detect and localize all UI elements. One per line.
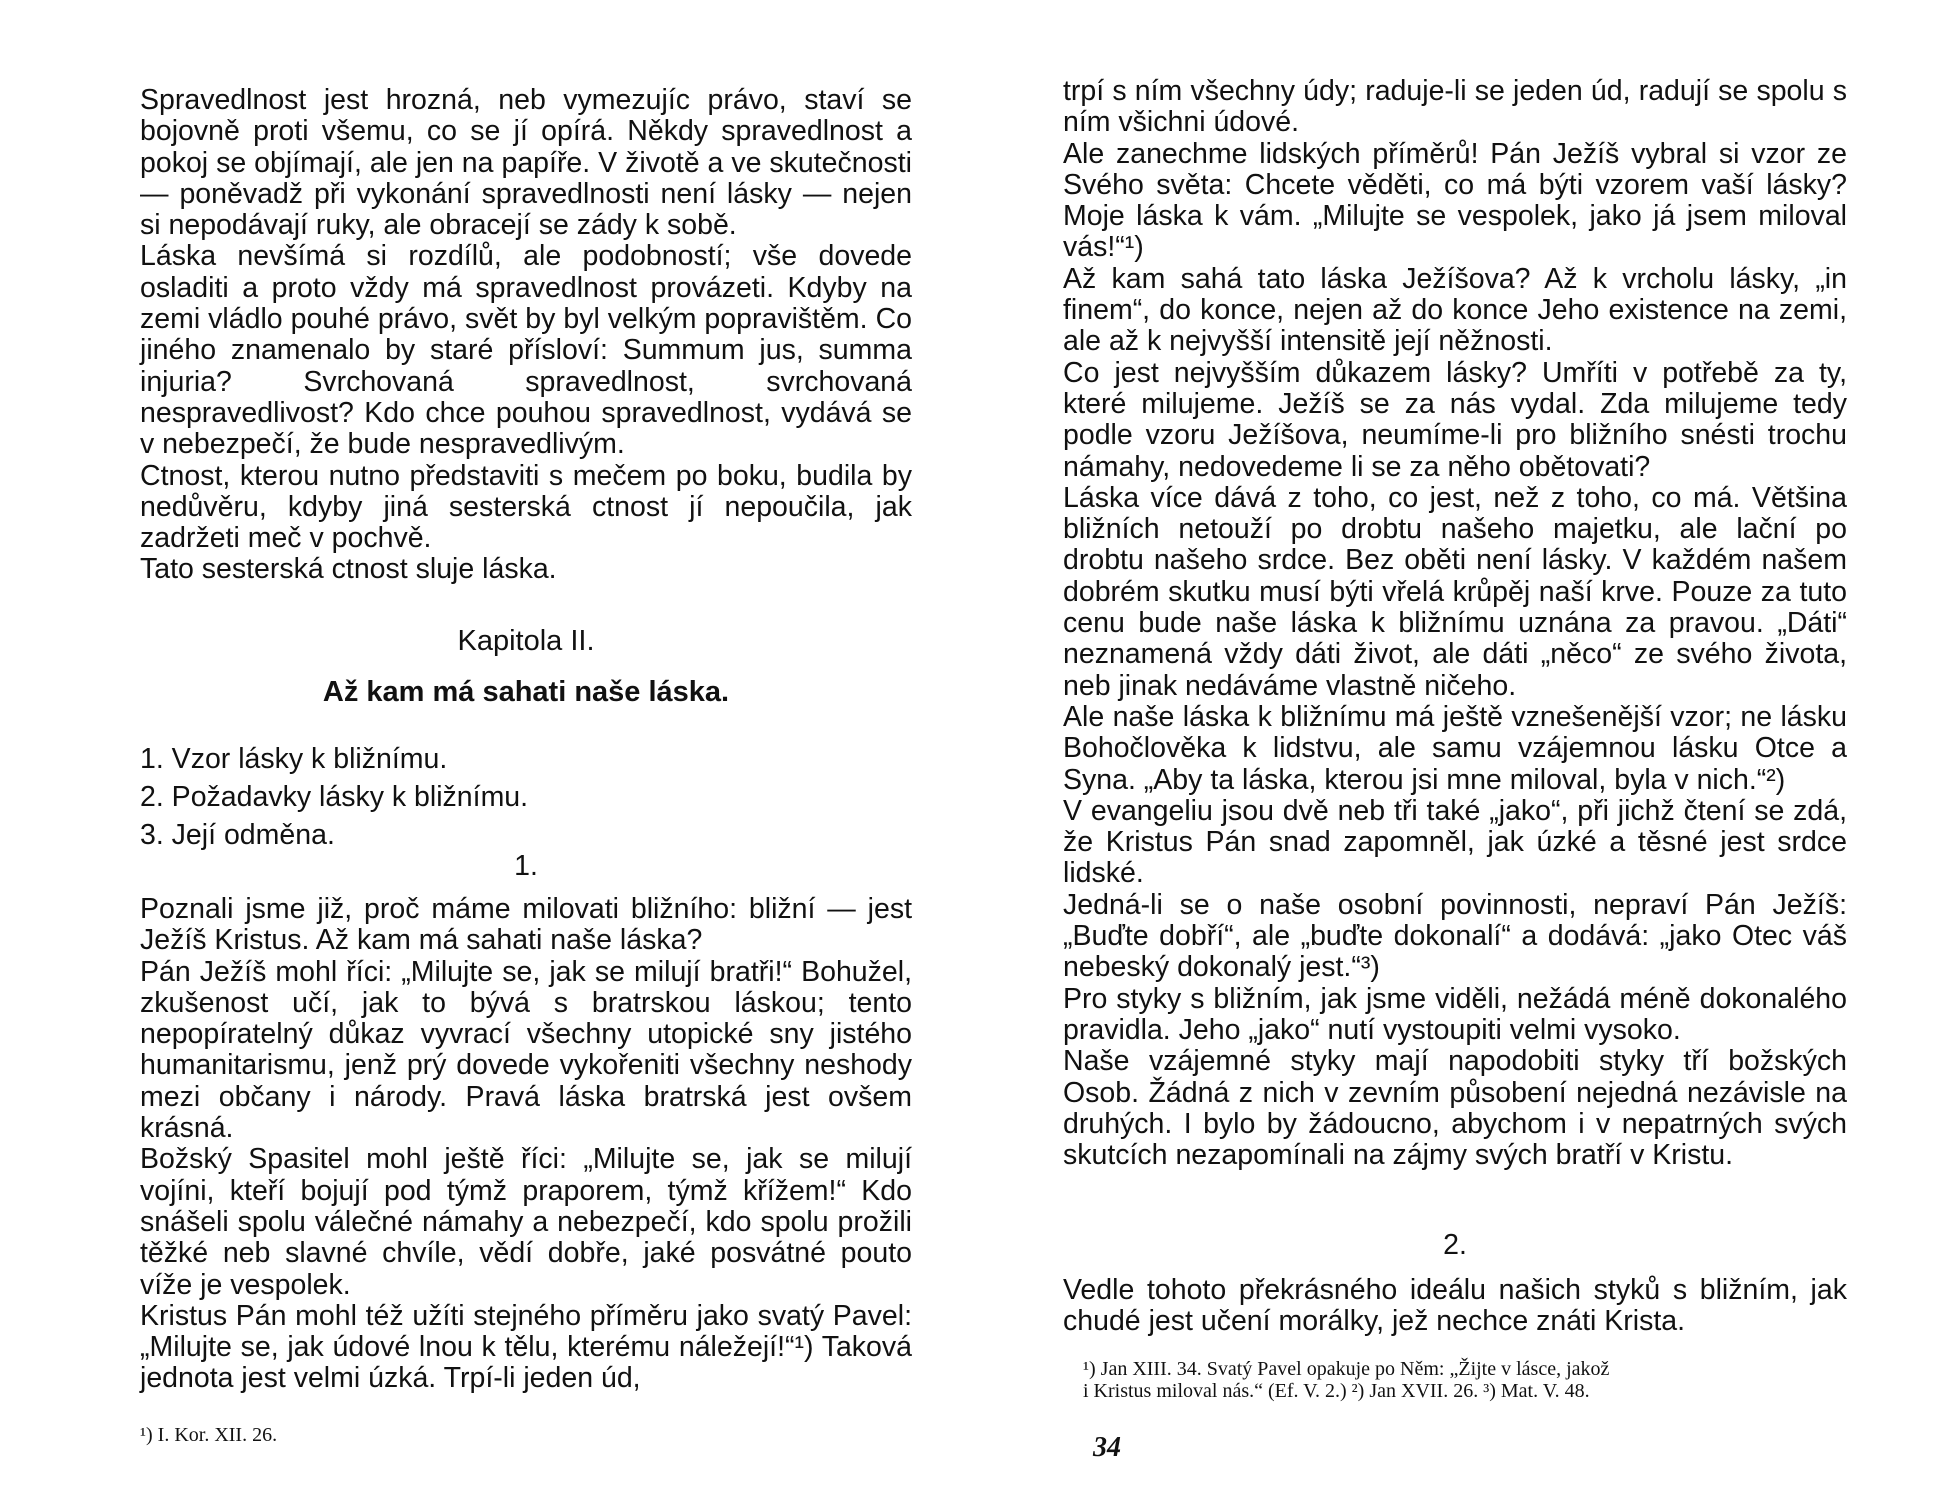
paragraph: Jedná-li se o naše osobní povinnosti, nepraví Pán Ježíš: „Buďte dobří“, ale „buďte dokonalí“ a dodává: „jako Otec váš nebeský dokonalý jest.“³) <box>1063 888 1847 984</box>
paragraph: Láska nevšímá si rozdílů, ale podobností; vše dovede osladiti a proto vždy má spravedlnost provázeti. Kdyby na zemi vládlo pouhé právo, svět by byl velkým popravištěm. Co jiného znamenalo by staré přísloví: Summum jus, summa injuria? Svrchovaná spravedlnost, svrchovaná nespravedlivost? Kdo chce pouhou spravedlnost, vydává se v nebezpečí, že bude nespravedlivým. <box>140 240 912 461</box>
right-page-body-after-section <box>1063 1275 1847 1338</box>
chapter-label: Kapitola II. <box>457 625 595 657</box>
paragraph: Pán Ježíš mohl říci: „Milujte se, jak se milují bratři!“ Bohužel, zkušenost učí, jak to bývá s bratrskou láskou; tento nepopíratelný důkaz vyvrací všechny utopické sny jistého humanitarismu, jenž prý dovede vykořeniti všechny neshody mezi občany i národy. Pravá láska bratrská jest ovšem krásná. <box>140 955 912 1145</box>
right-page-body <box>1063 76 1847 1171</box>
paragraph: Tato sesterská ctnost sluje láska. <box>140 553 557 586</box>
footnote-line: ¹) Jan XIII. 34. Svatý Pavel opakuje po Něm: „Žijte v lásce, jakož <box>1083 1358 1610 1380</box>
paragraph: trpí s ním všechny údy; raduje-li se jeden úd, radují se spolu s ním všichni údové. <box>1063 75 1847 139</box>
paragraph: Co jest nejvyšším důkazem lásky? Umříti v potřebě za ty, které milujeme. Ježíš se za nás vydal. Zda milujeme tedy podle vzoru Ježíšova, neumíme-li pro bližního snésti trochu námahy, nedovedeme li se za něho obětovati? <box>1063 356 1847 483</box>
section-number: 1. <box>514 850 538 882</box>
section-number: 2. <box>1443 1229 1467 1261</box>
paragraph: Až kam sahá tato láska Ježíšova? Až k vrcholu lásky, „in finem“, do konce, nejen až do konce Jeho existence na zemi, ale až k nejvyšší intensitě její něžnosti. <box>1063 262 1847 358</box>
paragraph: Božský Spasitel mohl ještě říci: „Milujte se, jak se milují vojíni, kteří bojují pod týmž praporem, týmž křížem!“ Kdo snášeli spolu válečné námahy a nebezpečí, kdo spolu prožili těžké neb slavné chvíle, vědí dobře, jaké posvátné pouto víže je vespolek. <box>140 1143 912 1301</box>
footnotes <box>1083 1358 1847 1402</box>
paragraph: Poznali jsme již, proč máme milovati bližního: bližní — jest Ježíš Kristus. Až kam má sahati naše láska? <box>140 893 912 957</box>
left-page-body-top <box>140 85 912 586</box>
paragraph: Pro styky s bližním, jak jsme viděli, nežádá méně dokonalého pravidla. Jeho „jako“ nutí vystoupiti velmi vysoko. <box>1063 982 1847 1046</box>
left-page-body-bottom <box>140 894 912 1395</box>
paragraph: Spravedlnost jest hrozná, neb vymezujíc právo, staví se bojovně proti všemu, co se jí opírá. Někdy spravedlnost a pokoj se objímají, ale jen na papíře. V životě a ve skutečnosti — poněvadž při vykonání spravedlnosti není lásky — nejen si nepodávají ruky, ale obracejí se zády k sobě. <box>140 84 912 242</box>
contents-item: 2. Požadavky lásky k bližnímu. <box>140 781 529 813</box>
contents-item: 1. Vzor lásky k bližnímu. <box>140 743 448 775</box>
paragraph: Naše vzájemné styky mají napodobiti styky tří božských Osob. Žádná z nich v zevním působení nejedná nezávisle na druhých. I bylo by žádoucno, abychom i v nepatrných svých skutcích nezapomínali na zájmy svých bratří v Kristu. <box>1063 1045 1847 1172</box>
chapter-contents <box>140 740 528 854</box>
page-number: 34 <box>1093 1432 1121 1463</box>
paragraph: Láska více dává z toho, co jest, než z toho, co má. Většina bližních netouží po drobtu našeho majetku, ale lační po drobtu našeho srdce. Bez oběti není lásky. V každém našem dobrém skutku musí býti vřelá krůpěj naší krve. Pouze za tuto cenu bude naše láska k bližnímu uznána za pravou. „Dáti“ neznamená vždy dáti život, ale dáti „něco“ ze svého života, neb jinak nedáváme vlastně ničeho. <box>1063 481 1847 702</box>
footnote: ¹) I. Kor. XII. 26. <box>140 1424 278 1446</box>
contents-item: 3. Její odměna. <box>140 819 335 851</box>
chapter-title: Až kam má sahati naše láska. <box>322 676 730 708</box>
paragraph: Kristus Pán mohl též užíti stejného příměru jako svatý Pavel: „Milujte se, jak údové lnou k tělu, kterému náležejí!“¹) Taková jednota jest velmi úzká. Trpí-li jeden úd, <box>140 1299 912 1395</box>
paragraph: Ale zanechme lidských příměrů! Pán Ježíš vybral si vzor ze Svého světa: Chcete věděti, co má býti vzorem vaší lásky? Moje láska k vám. „Milujte se vespolek, jako já jsem miloval vás!“¹) <box>1063 137 1847 264</box>
paragraph: V evangeliu jsou dvě neb tři také „jako“, při jichž čtení se zdá, že Kristus Pán snad zapomněl, jak úzké a těsné jest srdce lidské. <box>1063 794 1847 890</box>
paragraph: Vedle tohoto překrásného ideálu našich styků s bližním, jak chudé jest učení morálky, jež nechce znáti Krista. <box>1063 1274 1847 1338</box>
paragraph: Ale naše láska k bližnímu má ještě vznešenější vzor; ne lásku Bohočlověka k lidstvu, ale samu vzájemnou lásku Otce a Syna. „Aby ta láska, kterou jsi mne miloval, byla v nich.“²) <box>1063 700 1847 796</box>
footnote-line: i Kristus miloval nás.“ (Ef. V. 2.) ²) Jan XVII. 26. ³) Mat. V. 48. <box>1083 1380 1590 1402</box>
paragraph: Ctnost, kterou nutno představiti s mečem po boku, budila by nedůvěru, kdyby jiná sesterská ctnost jí nepoučila, jak zadržeti meč v pochvě. <box>140 459 912 555</box>
